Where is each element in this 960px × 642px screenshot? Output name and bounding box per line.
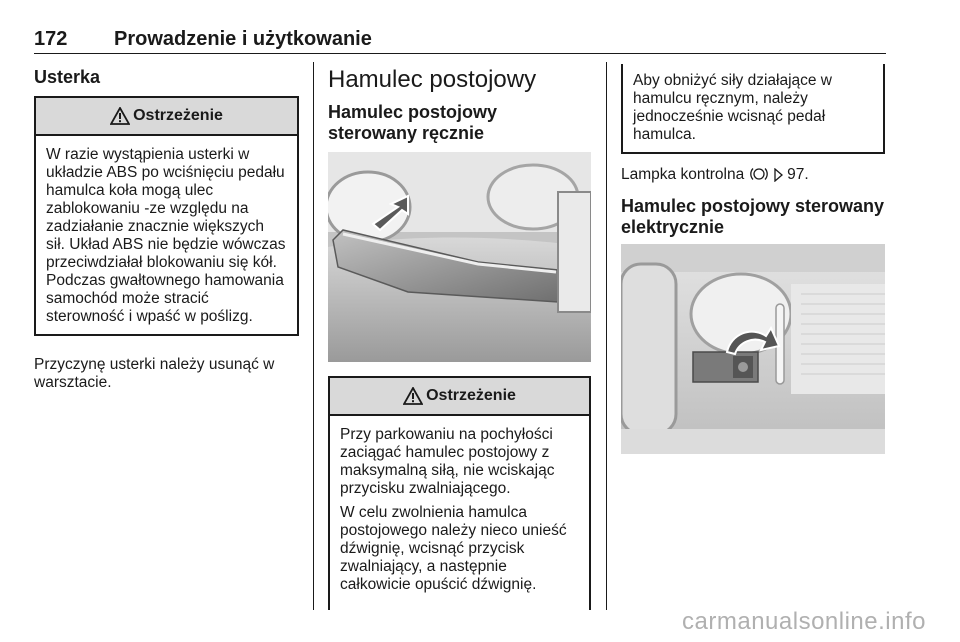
electric-brake-illustration — [621, 244, 885, 454]
lamp-reference — [621, 166, 885, 184]
subtitle-electric-brake: Hamulec postojowy sterowany elektrycznie — [621, 196, 885, 237]
paragraph-workshop: Przyczynę usterki należy usunąć w warsztacie. — [34, 356, 275, 391]
page-number: 172 — [34, 28, 68, 50]
warning-triangle-icon — [110, 107, 130, 125]
warning-text: W razie wystąpienia usterki w układzie ABS po wciśnięciu pedału hamulca koła mogą ulec zablokowaniu -ze względu na zadziałanie znacznie większych sił. Układ ABS nie będzie wówczas przeciwdziałał blokowaniu się kół. Podczas gwałtownego hamowania samochód może stracić sterowność i wpaść w poślizg. — [46, 146, 286, 325]
subtitle-manual-brake: Hamulec postojowy sterowany ręcznie — [328, 102, 498, 143]
warning-body — [330, 416, 589, 594]
warning-title: Ostrzeżenie — [426, 387, 516, 404]
lamp-page-ref: 97. — [787, 166, 809, 183]
warning-text-1: Przy parkowaniu na pochyłości zaciągać hamulec postojowy z maksymalną siłą, nie wciskając przycisku zwalniającego. — [340, 426, 555, 497]
section-title-usterka: Usterka — [34, 67, 101, 87]
warning-header — [36, 98, 297, 136]
warning-text-2: W celu zwolnienia hamulca postojowego należy nieco unieść dźwignię, wcisnąć przycisk zwalniający, a następnie całkowicie opuścić dźwignię. — [340, 504, 567, 593]
warning-box-abs — [34, 96, 299, 336]
watermark: carmanualsonline.info — [682, 608, 926, 635]
brake-warning-lamp-icon — [749, 166, 769, 182]
manual-handbrake-illustration — [328, 152, 591, 362]
warning-body — [36, 136, 297, 326]
warning-header — [330, 378, 589, 416]
column-divider-1 — [313, 62, 314, 610]
warning-title: Ostrzeżenie — [133, 107, 223, 124]
main-title-parking-brake: Hamulec postojowy — [328, 66, 537, 93]
note-box-brake-force — [621, 64, 885, 154]
warning-box-parking — [328, 376, 591, 610]
page-reference-icon — [773, 168, 783, 182]
page-header — [34, 28, 886, 54]
column-divider-2 — [606, 62, 607, 610]
note-text: Aby obniżyć siły działające w hamulcu ręcznym, należy jednocześnie wcisnąć pedał hamulca. — [633, 72, 833, 143]
warning-triangle-icon — [403, 387, 423, 405]
electric-brake-figure — [621, 244, 885, 454]
chapter-title: Prowadzenie i użytkowanie — [114, 28, 372, 50]
manual-handbrake-figure — [328, 152, 591, 362]
lamp-label: Lampka kontrolna — [621, 166, 745, 183]
